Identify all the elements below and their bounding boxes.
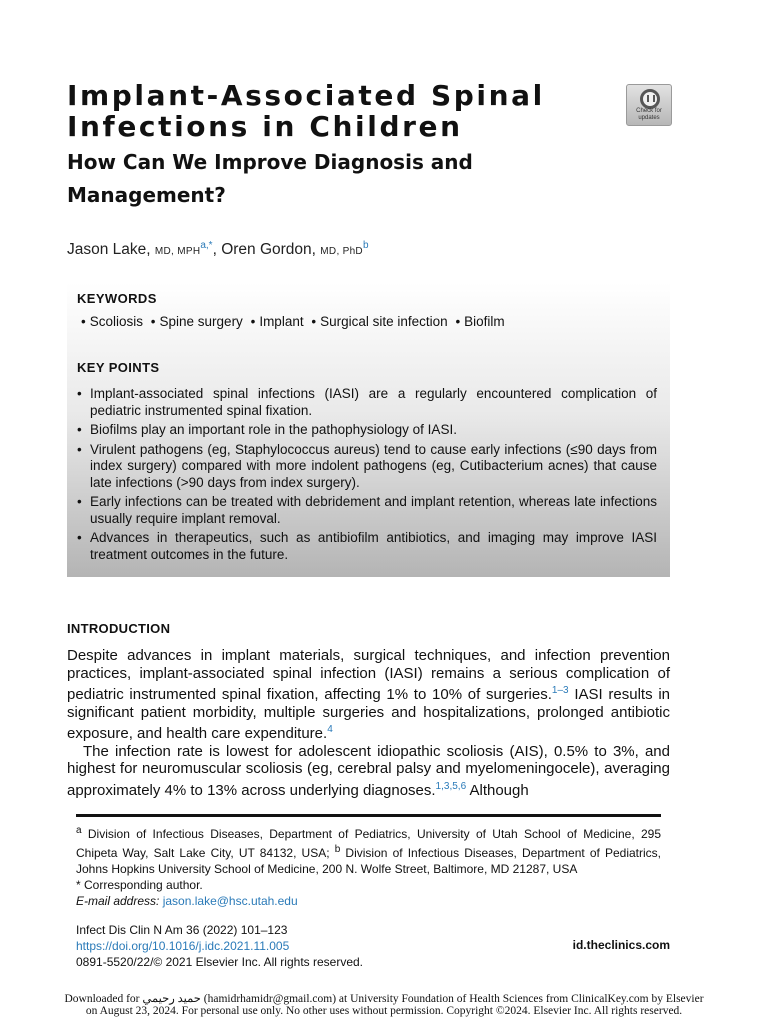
journal-site[interactable]: id.theclinics.com bbox=[572, 938, 670, 952]
footnote-divider bbox=[76, 814, 661, 817]
badge-label: Check for updates bbox=[636, 108, 662, 121]
check-for-updates-badge[interactable] bbox=[626, 84, 672, 126]
copyright: 0891-5520/22/© 2021 Elsevier Inc. All rights reserved. bbox=[76, 955, 364, 969]
author-degrees: MD, PhD bbox=[320, 246, 363, 258]
introduction-heading: INTRODUCTION bbox=[67, 621, 171, 636]
doi-link[interactable]: https://doi.org/10.1016/j.idc.2021.11.005 bbox=[76, 939, 290, 953]
citation-link[interactable]: 1–3 bbox=[551, 685, 569, 696]
keywords-keypoints-box bbox=[67, 282, 670, 577]
paragraph: Despite advances in implant materials, surgical techniques, and infection prevention practices, implant-associated spinal infection (IASI) remains a serious complication of pediatric instrumented spinal fixation, affecting 1% to 10% of surgeries.$^{1-3}$ IASI results in significant patient morbidity, multiple surgeries and hospitalizations, prolonged antibiotic exposure, and health care expenditure.$^4$ bbox=[67, 647, 670, 742]
affiliations: $^a$ Division of Infectious Diseases, Department of Pediatrics, University of Utah School of Medicine, 295 Chipeta Way, Salt Lake City, UT 84132, USA; $^b$ Division of Infectious Diseases, Department of Pediatrics, Johns Hopkins University School of Medicine, 200 N. Wolfe Street, Baltimore, MD 21287, USA bbox=[76, 825, 661, 876]
keywords-list: • Scoliosis • Spine surgery • Implant • Surgical site infection • Biofilm bbox=[81, 314, 505, 329]
key-points-heading: KEY POINTS bbox=[77, 360, 160, 375]
key-points-list bbox=[77, 386, 657, 566]
article-title: Implant-Associated Spinal Infections in Children bbox=[67, 79, 545, 143]
download-notice: Downloaded for حميد رحيمي (hamidrhamidr@gmail.com) at University Foundation of Health Sciences from ClinicalKey.com by Elsevier on August 23, 2024. For personal use only. No other uses without permission. Copyright ©2024. Elsevier Inc. All rights reserved. bbox=[64, 993, 704, 1017]
email-line: E-mail address: jason.lake@hsc.utah.edu bbox=[76, 894, 298, 908]
author-degrees: MD, MPH bbox=[154, 246, 201, 258]
key-point: • Early infections can be treated with debridement and implant retention, whereas late infections usually require implant removal. bbox=[77, 494, 657, 527]
key-point: • Biofilms play an important role in the pathophysiology of IASI. bbox=[77, 422, 657, 439]
keyword: Surgical site infection bbox=[320, 314, 448, 329]
crossmark-icon bbox=[640, 89, 660, 109]
keyword: Biofilm bbox=[464, 314, 505, 329]
citation-link[interactable]: 1,3,5,6 bbox=[435, 780, 467, 792]
author-affiliation-marker[interactable]: b bbox=[362, 240, 369, 251]
citation-link[interactable]: 4 bbox=[327, 724, 333, 735]
article-subtitle: How Can We Improve Diagnosis and Management? bbox=[67, 150, 473, 207]
email-link[interactable]: jason.lake@hsc.utah.edu bbox=[162, 894, 298, 908]
key-point: • Advances in therapeutics, such as antibiofilm antibiotics, and imaging may improve IASI treatment outcomes in the future. bbox=[77, 530, 657, 563]
keywords-heading: KEYWORDS bbox=[77, 291, 157, 306]
introduction-body bbox=[67, 647, 670, 799]
author-affiliation-marker[interactable]: a,* bbox=[200, 240, 213, 251]
keyword: Implant bbox=[259, 314, 304, 329]
author-line: Jason Lake, MD, $MPH^{a,*}$, Oren Gordon, MD, PhD$^b$ bbox=[67, 240, 369, 259]
journal-info bbox=[76, 922, 363, 970]
corresponding-author: * Corresponding author. bbox=[76, 878, 203, 892]
paragraph: The infection rate is lowest for adolescent idiopathic scoliosis (AIS), 0.5% to 3%, and highest for neuromuscular scoliosis (eg, cerebral palsy and myelomeningocele), averaging approximately 4% to 13% across underlying diagnoses.$^{1,3,5,6}$ Although bbox=[67, 742, 670, 799]
keyword: Spine surgery bbox=[159, 314, 243, 329]
key-point: • Virulent pathogens (eg, Staphylococcus aureus) tend to cause early infections (≤90 days from index surgery) compared with more indolent pathogens (eg, Cutibacterium acnes) that cause late infections (>90 days from index surgery). bbox=[77, 442, 657, 492]
footnotes bbox=[76, 823, 661, 909]
keyword: Scoliosis bbox=[89, 314, 144, 329]
author-name: Oren Gordon, bbox=[221, 241, 316, 259]
key-point: • Implant-associated spinal infections (IASI) are a regularly encountered complication of pediatric instrumented spinal fixation. bbox=[77, 386, 657, 419]
author-name: Jason Lake, bbox=[67, 241, 151, 259]
journal-citation: Infect Dis Clin N Am 36 (2022) 101–123 bbox=[76, 923, 288, 937]
